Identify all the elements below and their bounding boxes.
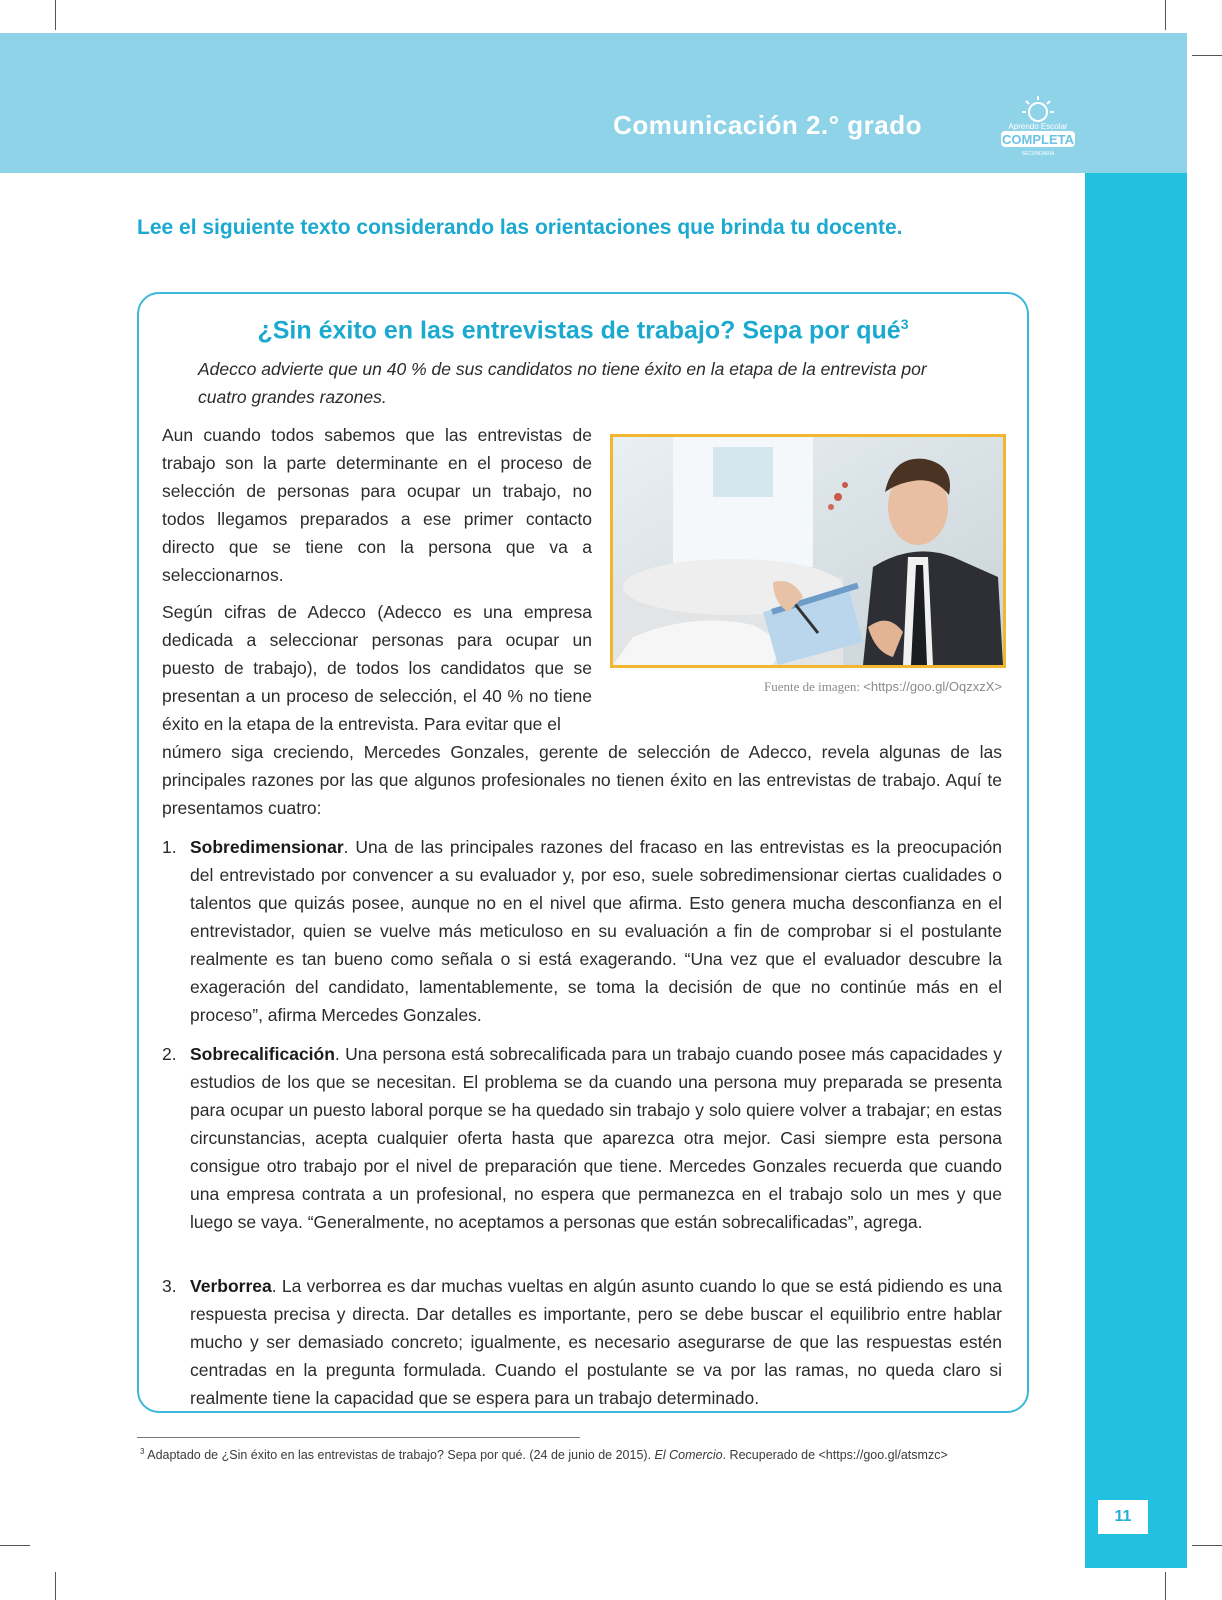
- crop-mark: [0, 1545, 30, 1546]
- image-caption-url: <https://goo.gl/OqzxzX>: [863, 679, 1002, 694]
- logo-text-top: Aprendo Escolar: [1008, 122, 1068, 131]
- crop-mark: [1165, 1572, 1166, 1600]
- footnote-ref: 3: [900, 316, 909, 332]
- reason-body: . Una persona está sobrecalificada para un trabajo cuando posee más capacidades y estudios de los que se necesitan. El problema se da cuando una persona muy preparada se presenta para ocupar un puesto laboral porque se ha quedado sin trabajo y solo quiere volver a trabajar; en estas circunstancias, acepta cualquier oferta hasta que aparezca otra mejor. Casi siempre esta persona consigue otro trabajo por el nivel de preparación que tiene. Mercedes Gonzales recuerda que cuando una empresa contrata a un profesional, no espera que permanezca en el trabajo solo un mes y que luego se vaya. “Generalmente, no aceptamos a personas que están sobrecalificadas”, agrega.: [190, 1044, 1002, 1232]
- image-caption-prefix: Fuente de imagen:: [763, 679, 864, 694]
- logo-text-main: COMPLETA: [1002, 132, 1074, 147]
- reason-text: [190, 1040, 1002, 1236]
- footnote-url: . Recuperado de <https://goo.gl/atsmzc>: [722, 1448, 948, 1463]
- crop-mark: [55, 1572, 56, 1600]
- paragraph-statistics: Según cifras de Adecco (Adecco es una empresa dedicada a seleccionar personas para ocupar un puesto de trabajo), de todos los candidatos que se presentan a un proceso de selección, el 40 % no tiene éxito en la etapa de la entrevista. Para evitar que el: [162, 602, 592, 734]
- reason-item: [162, 1040, 1002, 1264]
- reason-item: [162, 1272, 1002, 1412]
- logo-icon: [995, 92, 1081, 158]
- header-title: Comunicación 2.° grado: [613, 110, 922, 140]
- reason-number: 2.: [162, 1044, 177, 1064]
- footnote-text: Adaptado de ¿Sin éxito en las entrevistas de trabajo? Sepa por qué. (24 de junio de 2015).: [144, 1448, 655, 1463]
- side-bar: [1085, 173, 1187, 1568]
- reason-body: . Una de las principales razones del fracaso en las entrevistas es la preocupación del entrevistado por convencer a su evaluador y, por eso, suele sobredimensionar ciertas cualidades o talentos que quizás posee, aunque no en el nivel que afirma. Esto genera mucha desconfianza en el entrevistador, quien se vuelve más meticuloso en su evaluación a fin de comprobar si el postulante realmente es tan bueno como señala o si está exagerando. “Una vez que el evaluador descubre la exageración del candidato, lamentablemente, se toma la decisión de que no continúe más en el proceso”, afirma Mercedes Gonzales.: [190, 837, 1002, 1025]
- reason-number: 3.: [162, 1276, 177, 1296]
- reason-term: Verborrea: [190, 1276, 272, 1296]
- footnote-rule: [137, 1437, 580, 1438]
- footnote: [140, 1447, 948, 1462]
- footnote-source: El Comercio: [654, 1448, 723, 1463]
- article-lead: Adecco advierte que un 40 % de sus candidatos no tiene éxito en la etapa de la entrevista por cuatro grandes razones.: [198, 359, 927, 407]
- interview-photo-image: [613, 437, 1003, 665]
- image-caption: [650, 679, 1002, 695]
- paragraph-statistics-continued: número siga creciendo, Mercedes Gonzales, gerente de selección de Adecco, revela algunas de las principales razones por las que algunos profesionales no tienen éxito en las entrevistas de trabajo. Aquí te presentamos cuatro:: [162, 742, 1002, 818]
- reason-text: [190, 1272, 1002, 1412]
- crop-mark: [1192, 1545, 1222, 1546]
- footnote-mark: 3: [140, 1447, 145, 1456]
- crop-mark: [55, 0, 56, 30]
- reason-item: [162, 833, 1002, 1029]
- reason-number: 1.: [162, 837, 177, 857]
- article-title-text: ¿Sin éxito en las entrevistas de trabajo? Sepa por qué: [257, 316, 901, 345]
- paragraph-intro: Aun cuando todos sabemos que las entrevistas de trabajo son la parte determinante en el proceso de selección de personas para ocupar un trabajo, no todos llegamos preparados a ese primer contacto directo que se tiene con la persona que va a seleccionarnos.: [162, 425, 592, 585]
- instruction-text: Lee el siguiente texto considerando las orientaciones que brinda tu docente.: [137, 216, 903, 239]
- interview-photo: [610, 434, 1006, 668]
- crop-mark: [1192, 55, 1222, 56]
- reason-term: Sobredimensionar: [190, 837, 344, 857]
- reason-text: [190, 833, 1002, 1029]
- reason-term: Sobrecalificación: [190, 1044, 335, 1064]
- page-number: 11: [1098, 1500, 1148, 1534]
- article-title: [137, 316, 1029, 345]
- reason-body: . La verborrea es dar muchas vueltas en algún asunto cuando lo que se está pidiendo es una respuesta precisa y directa. Dar detalles es importante, pero se debe buscar el equilibrio entre hablar mucho y ser demasiado concreto; igualmente, es necesario asegurarse de que las respuestas estén centradas en la pregunta formulada. Cuando el postulante se va por las ramas, no queda claro si realmente tiene la capacidad que se espera para un trabajo determinado.: [190, 1276, 1002, 1408]
- crop-mark: [1165, 0, 1166, 30]
- logo-text-bottom: SECUNDARIA: [1021, 151, 1055, 157]
